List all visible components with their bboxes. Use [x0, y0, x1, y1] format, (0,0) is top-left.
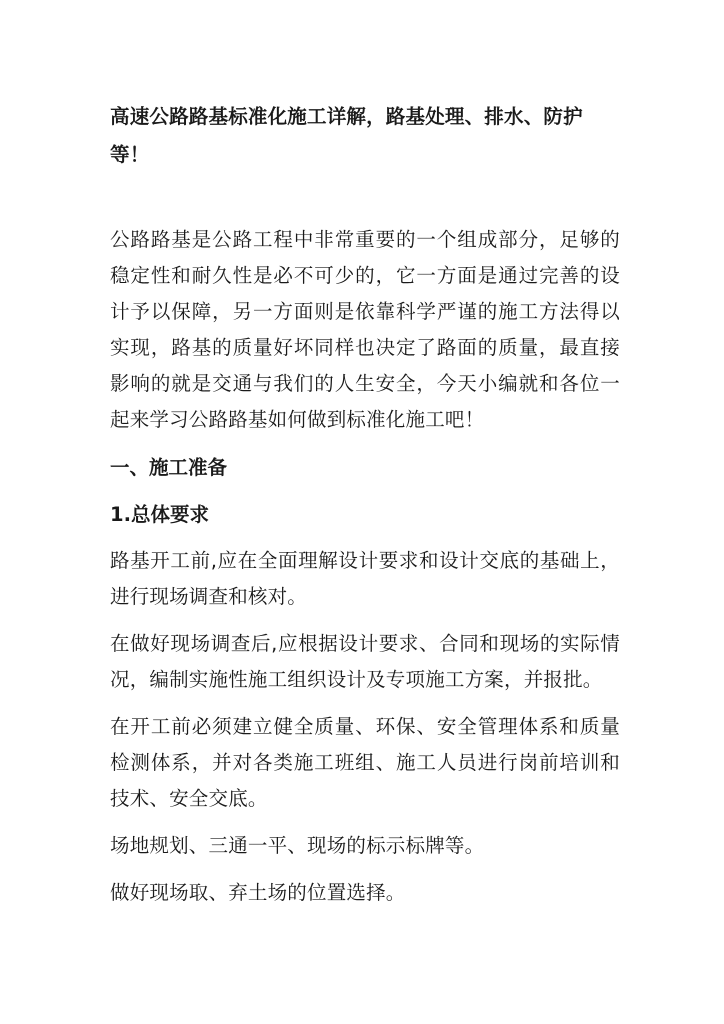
body-paragraph: 场地规划、三通一平、现场的标示标牌等。: [110, 834, 485, 857]
body-paragraph: 在开工前必须建立健全质量、环保、安全管理体系和质量检测体系，并对各类施工班组、施工人员进行岗前培训和技术、安全交底。: [110, 715, 620, 810]
body-paragraph: 在做好现场调查后,应根据设计要求、合同和现场的实际情况，编制实施性施工组织设计及专项施工方案，并报批。: [110, 632, 620, 691]
body-paragraph: 做好现场取、弃土场的位置选择。: [110, 881, 406, 904]
article-title: 高速公路路基标准化施工详解，路基处理、排水、防护等！: [110, 105, 583, 166]
intro-paragraph: 公路路基是公路工程中非常重要的一个组成部分，足够的稳定性和耐久性是必不可少的，它一方面是通过完善的设计予以保障，另一方面则是依靠科学严谨的施工方法得以实现，路基的质量好坏同样也决定了路面的质量，最直接影响的就是交通与我们的人生安全，今天小编就和各位一起来学习公路路基如何做到标准化施工吧！: [110, 228, 620, 431]
subsection-heading-general-requirements: 1.总体要求: [110, 503, 209, 526]
body-paragraph: 路基开工前,应在全面理解设计要求和设计交底的基础上，进行现场调查和核对。: [110, 549, 620, 608]
article: [110, 98, 620, 922]
section-heading-preparation: 一、施工准备: [110, 456, 228, 479]
